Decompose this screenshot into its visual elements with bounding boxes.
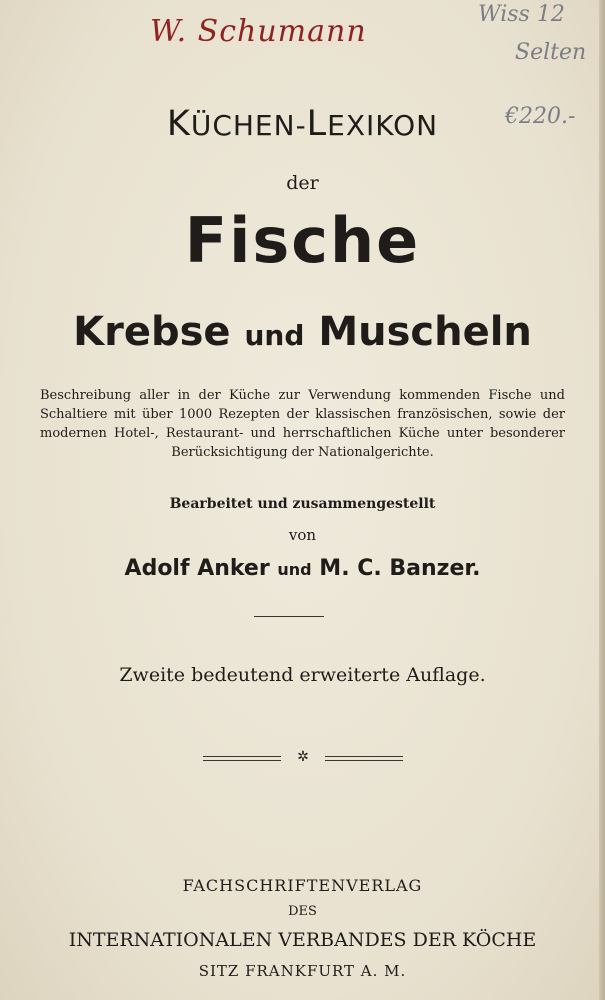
edition-line: Zweite bedeutend erweiterte Auflage.: [119, 664, 486, 686]
short-divider: [254, 616, 324, 617]
subtitle-description: Beschreibung aller in der Küche zur Verwendung kommenden Fische und Schaltiere mit über 1000 Rezepten der klassischen französischen, sowie der modernen Hotel-, Restaurant- und herrschaftlichen Küche unter besonderer Berücksichtigung der Nationalgerichte.: [40, 388, 565, 460]
pencil-note-price: €220.-: [505, 104, 576, 129]
authors-line: Adolf Anker und M. C. Banzer.: [124, 556, 481, 581]
author-banzer: M. C. Banzer.: [319, 556, 481, 581]
book-title-lexikon: KÜCHEN-LEXIKON: [166, 104, 439, 144]
ownership-signature: W. Schumann: [150, 14, 367, 49]
asterism-icon: ✲: [297, 749, 309, 765]
title-krebse-muscheln: Krebse und Muscheln: [73, 309, 532, 355]
publisher-line-2: DES: [288, 904, 317, 919]
compiled-by-line: Bearbeitet und zusammengestellt: [169, 496, 436, 512]
pencil-note-rarity: Selten: [515, 40, 587, 65]
von-line: von: [288, 526, 317, 544]
publisher-line-3: INTERNATIONALEN VERBANDES DER KÖCHE: [68, 929, 537, 951]
publisher-location: SITZ FRANKFURT A. M.: [198, 962, 407, 980]
publisher-line-1: FACHSCHRIFTENVERLAG: [182, 876, 423, 895]
title-der: der: [286, 172, 319, 194]
ornament-divider: [203, 751, 403, 771]
author-anker: Adolf Anker: [124, 556, 270, 581]
pencil-note-top: Wiss 12: [478, 2, 565, 27]
title-fische: Fische: [184, 204, 421, 277]
